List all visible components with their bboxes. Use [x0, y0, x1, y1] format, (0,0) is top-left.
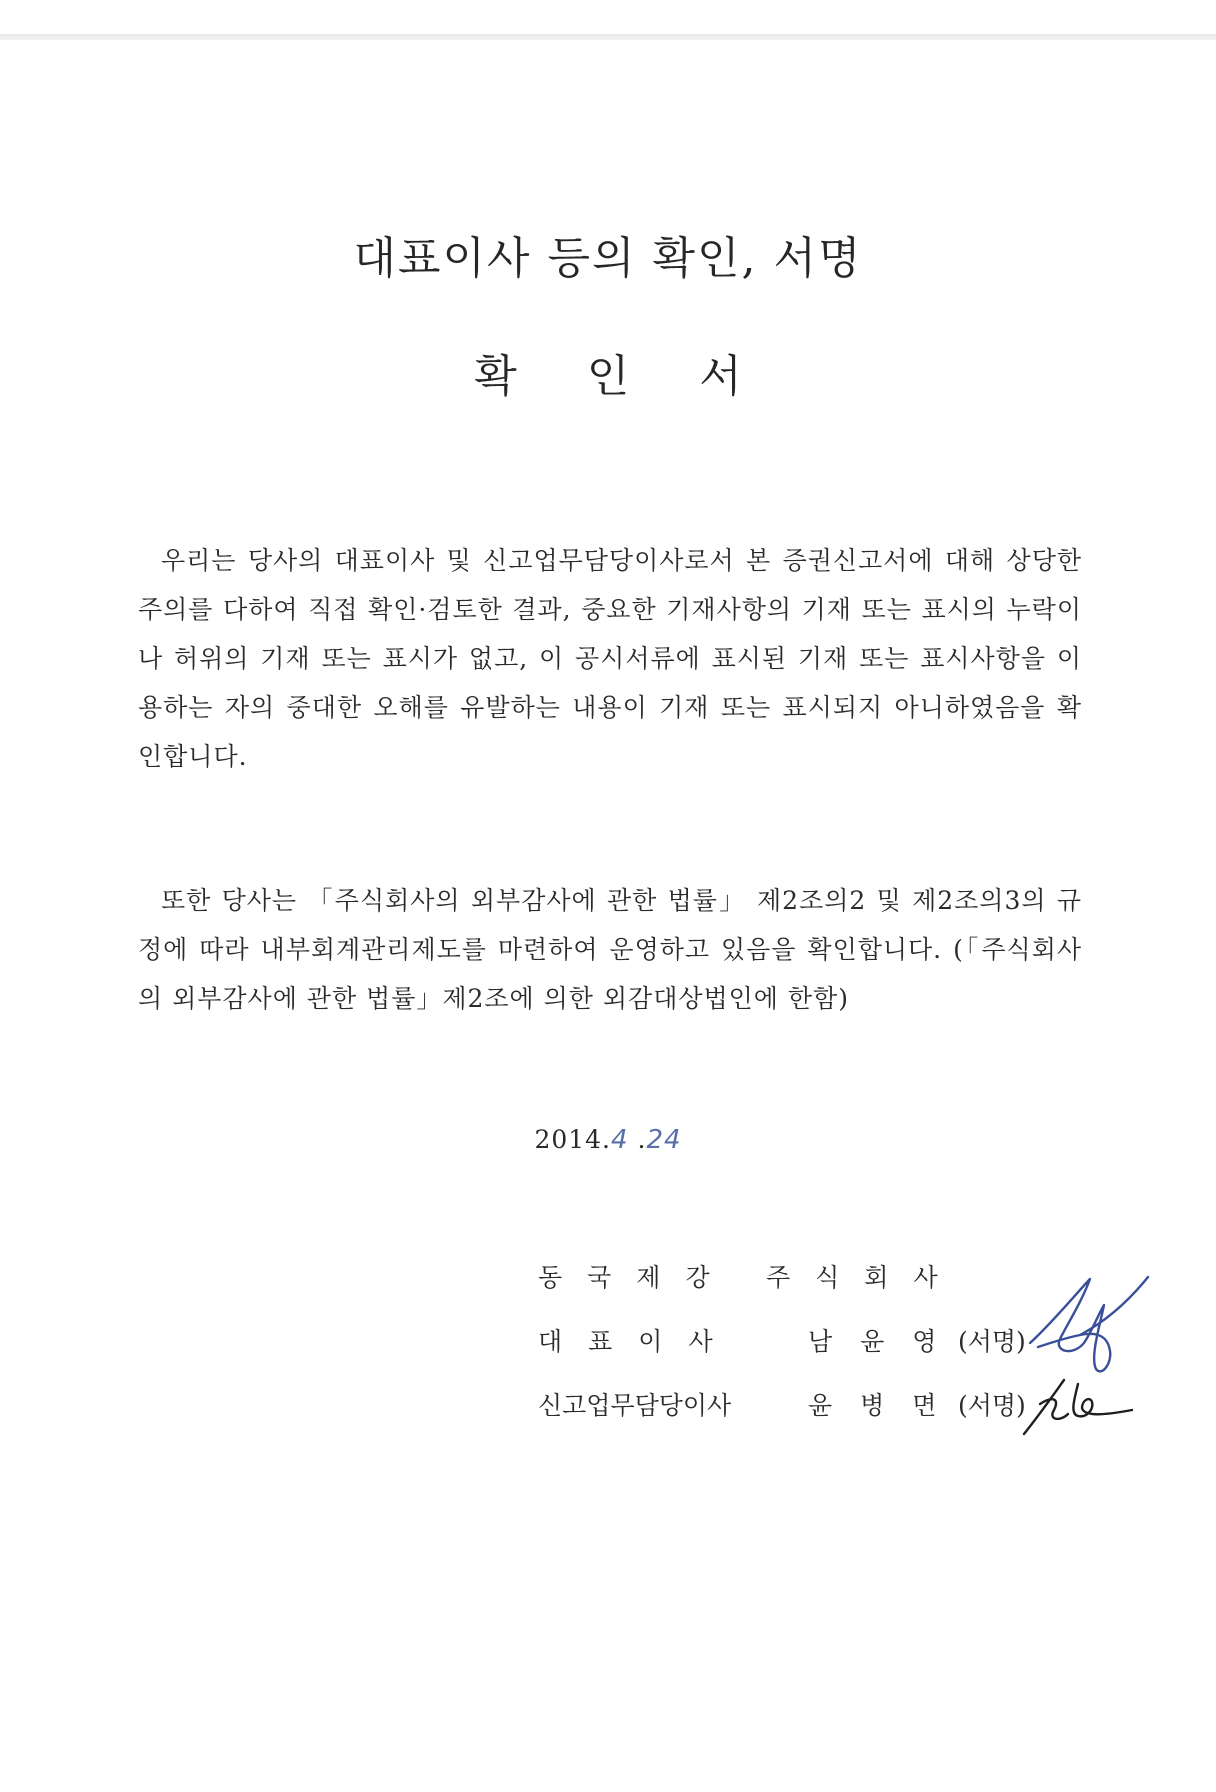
company-name-second: 주식회사 [766, 1263, 963, 1292]
cfo-handwritten-signature [1020, 1370, 1140, 1440]
date-separator: . [637, 1125, 647, 1154]
company-name-first: 동국제강 [538, 1263, 735, 1292]
document-subtitle: 확 인 서 [474, 351, 770, 402]
document-title: 대표이사 등의 확인, 서명 [353, 233, 863, 284]
date-month-handwritten: 4 [611, 1125, 629, 1155]
ceo-name: 남윤영 [808, 1327, 965, 1356]
ceo-role: 대표이사 [538, 1327, 739, 1356]
scan-edge [0, 34, 1216, 40]
document-date [0, 1125, 1216, 1155]
ceo-signature-mark: (서명) [958, 1327, 1026, 1356]
cfo-role: 신고업무담당이사 [538, 1391, 732, 1420]
ceo-handwritten-signature [1020, 1265, 1150, 1385]
date-year: 2014. [534, 1125, 612, 1154]
confirmation-paragraph: 우리는 당사의 대표이사 및 신고업무담당이사로서 본 증권신고서에 대해 상당한 주의를 다하여 직접 확인·검토한 결과, 중요한 기재사항의 기재 또는 표시의 누락이나 허위의 기재 또는 표시가 없고, 이 공시서류에 표시된 기재 또는 표시사항을 이용하는 자의 중대한 오해를 유발하는 내용이 기재 또는 표시되지 아니하였음을 확인합니다. [138, 546, 1082, 771]
date-day-handwritten: 24 [646, 1125, 682, 1155]
cfo-signature-mark: (서명) [958, 1391, 1026, 1420]
internal-control-paragraph: 또한 당사는 「주식회사의 외부감사에 관한 법률」 제2조의2 및 제2조의3의 규정에 따라 내부회계관리제도를 마련하여 운영하고 있음을 확인합니다. (「주식회사의 외부감사에 관한 법률」제2조에 의한 외감대상법인에 한함) [138, 886, 1082, 1013]
cfo-name: 윤병면 [808, 1391, 965, 1420]
